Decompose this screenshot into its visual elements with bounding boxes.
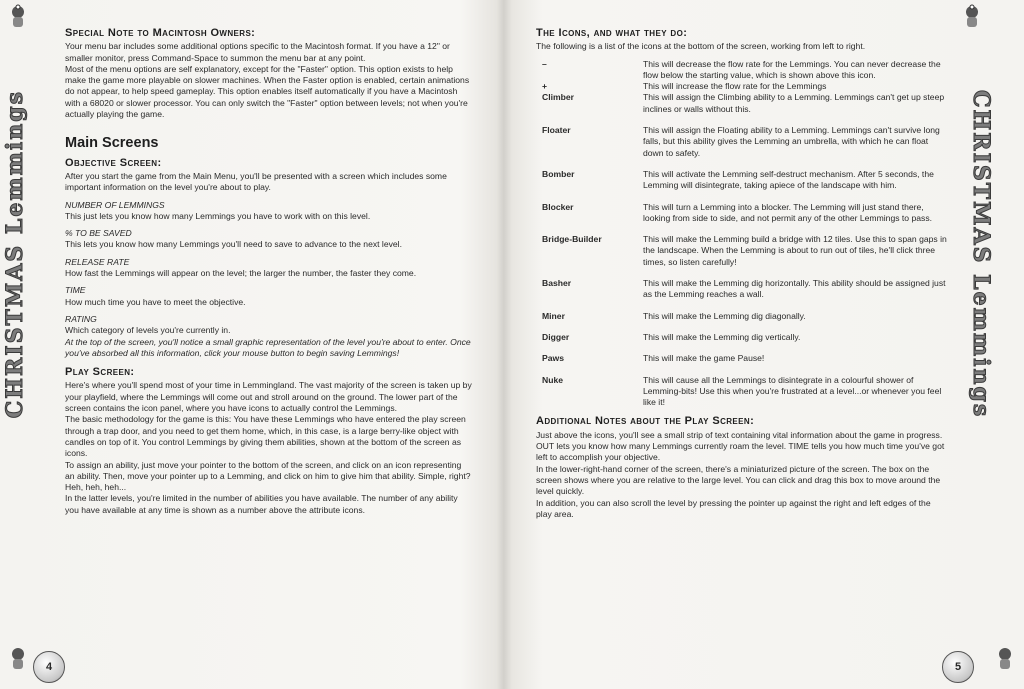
table-row bbox=[536, 125, 948, 169]
icon-description: This will increase the flow rate for the Lemmings bbox=[643, 81, 827, 92]
icon-name: Blocker bbox=[542, 201, 574, 212]
table-row bbox=[536, 59, 948, 82]
term-description: Which category of levels you're currently in. bbox=[65, 325, 231, 336]
icons-table bbox=[536, 59, 948, 409]
right-page bbox=[508, 0, 1024, 689]
special-note-heading: Special Note to Macintosh Owners: bbox=[65, 27, 256, 39]
play-screen-heading: Play Screen: bbox=[65, 366, 135, 379]
term-description: How fast the Lemmings will appear on the level; the larger the number, the faster they come. bbox=[65, 268, 417, 279]
icon-description: This will make the Lemming dig diagonally. bbox=[643, 310, 806, 321]
page-number: 4 bbox=[33, 651, 65, 683]
term-description: This lets you know how many Lemmings you'll need to save to advance to the next level. bbox=[65, 239, 402, 250]
icon-description: This will make the Lemming dig vertically. bbox=[643, 331, 801, 342]
table-row bbox=[536, 81, 948, 92]
paragraph: In addition, you can also scroll the level by pressing the pointer up against the right and left edges of the play area. bbox=[536, 497, 931, 519]
paragraph: To assign an ability, just move your pointer to the bottom of the screen, and click on an icon representing an ability. Then, move your pointer up to a Lemming, and click on him to give him that ability. Simple, right? Heh, heh, heh... bbox=[65, 459, 471, 493]
icon-description: This will make the game Pause! bbox=[643, 353, 765, 364]
table-row bbox=[536, 311, 948, 332]
left-column bbox=[65, 28, 473, 516]
table-row bbox=[536, 92, 948, 125]
paragraph: Just above the icons, you'll see a small strip of text containing vital information about the game in progress. OUT lets you know how many Lemmings currently roam the level. TIME tells you how much time you've got left to accomplish your objective. bbox=[536, 429, 945, 463]
left-page bbox=[0, 0, 500, 689]
icon-name: – bbox=[542, 58, 547, 69]
icon-name: Miner bbox=[542, 310, 565, 321]
paragraph: The basic methodology for the game is this: You have these Lemmings who have entered the play screen through a trap door, and you need to get them home, which, in this case, is a large berry-like object with candles on top of it. You control Lemmings by giving them abilities, shown at the bottom of the screen as icons. bbox=[65, 414, 466, 459]
icons-heading: The Icons, and what they do: bbox=[536, 27, 688, 39]
icon-description: This will activate the Lemming self-destruct mechanism. After 5 seconds, the Lemming will disintegrate, taking apiece of the landscape with him. bbox=[643, 168, 934, 191]
icon-description: This will turn a Lemming into a blocker. The Lemming will just stand there, looking from side to side, and not permit any of the other Lemmings to pass. bbox=[643, 201, 932, 223]
lemming-icon bbox=[960, 4, 984, 30]
term-label: NUMBER OF LEMMINGS bbox=[65, 199, 165, 210]
paragraph: After you start the game from the Main Menu, you'll be presented with a screen which includes some important information on the level you're about to play. bbox=[65, 170, 447, 193]
table-row bbox=[536, 169, 948, 202]
paragraph: Most of the menu options are self explanatory, except for the "Faster" option. This option exists to help make the game more playable on slower machines. When the Faster option is enabled, certain animations do not appear, to help speed gameplay. This option enables itself automatically if you have a Macintosh with a 68020 or slower processor. You can only switch the "Faster" option between levels; not when you're actually playing the game. bbox=[65, 63, 470, 120]
icon-name: Nuke bbox=[542, 374, 564, 385]
table-row bbox=[536, 202, 948, 235]
table-row bbox=[536, 375, 948, 409]
icon-description: This will cause all the Lemmings to disintegrate in a colourful shower of Lemming-bits! Use this when you're frustrated at a level...or whenever you feel like it! bbox=[643, 374, 942, 408]
icon-description: This will assign the Floating ability to a Lemming. Lemmings can't survive long falls, but this ability gives the Lemming an umbrella, with which he can float down to safety. bbox=[643, 125, 940, 158]
icon-description: This will decrease the flow rate for the Lemmings. You can never decrease the flow below the starting value, which is shown above this icon. bbox=[643, 58, 941, 80]
page-number: 5 bbox=[942, 651, 974, 683]
icon-name: Basher bbox=[542, 278, 572, 289]
main-screens-heading: Main Screens bbox=[65, 135, 159, 152]
paragraph: Here's where you'll spend most of your time in Lemmingland. The vast majority of the screen is taken up by your playfield, where the Lemmings will come out and stroll around on the ground. The lower part of the screen contains the icon panel, where you have icons to actually control the Lemmings. bbox=[65, 380, 472, 414]
table-row bbox=[536, 278, 948, 311]
term-label: RELEASE RATE bbox=[65, 256, 130, 267]
icon-name: + bbox=[542, 81, 548, 92]
icon-name: Bridge-Builder bbox=[542, 234, 602, 245]
table-row bbox=[536, 332, 948, 353]
sidebar-logo-text: CHRISTMAS Lemmings bbox=[968, 90, 994, 419]
term-label: TIME bbox=[65, 285, 86, 296]
paragraph: Your menu bar includes some additional options specific to the Macintosh format. If you have a 12" or smaller monitor, press Command-Space to summon the menu bar at any point. bbox=[65, 41, 450, 63]
term-label: % TO BE SAVED bbox=[65, 228, 132, 239]
paragraph: The following is a list of the icons at the bottom of the screen, working from left to right. bbox=[536, 41, 866, 52]
term-description: This just lets you know how many Lemmings you have to work with on this level. bbox=[65, 210, 371, 221]
term-label: RATING bbox=[65, 313, 97, 324]
icon-description: This will assign the Climbing ability to a Lemming. Lemmings can't get up steep inclines or walls without this. bbox=[643, 92, 945, 114]
lemming-icon bbox=[6, 4, 30, 30]
table-row bbox=[536, 234, 948, 278]
icon-description: This will make the Lemming build a bridge with 12 tiles. Use this to span gaps in the landscape. When the Lemming is about to run out of tiles, he'll click three times, so listen carefully! bbox=[643, 234, 947, 267]
objective-note: At the top of the screen, you'll notice a small graphic representation of the level you're about to enter. Once you've absorbed all this information, click your mouse button to begin saving Lemmings! bbox=[65, 336, 471, 358]
additional-notes-heading: Additional Notes about the Play Screen: bbox=[536, 415, 755, 428]
lemming-icon bbox=[6, 646, 30, 672]
icon-name: Paws bbox=[542, 353, 564, 364]
term-description: How much time you have to meet the objective. bbox=[65, 296, 246, 307]
icon-name: Digger bbox=[542, 331, 570, 342]
objective-screen-heading: Objective Screen: bbox=[65, 156, 162, 169]
icon-name: Climber bbox=[542, 92, 574, 103]
icon-description: This will make the Lemming dig horizontally. This ability should be assigned just as the Lemming reaches a wall. bbox=[643, 278, 946, 300]
christmas-lemmings-sidebar-logo bbox=[2, 90, 52, 570]
sidebar-logo-text: CHRISTMAS Lemmings bbox=[2, 90, 28, 419]
table-row bbox=[536, 353, 948, 374]
icon-name: Floater bbox=[542, 125, 571, 136]
paragraph: In the latter levels, you're limited in the number of abilities you have available. The number of any ability you have available at any time is shown as a number above the attribute icons. bbox=[65, 493, 458, 515]
right-column bbox=[536, 28, 948, 520]
icon-name: Bomber bbox=[542, 168, 575, 179]
paragraph: In the lower-right-hand corner of the screen, there's a miniaturized picture of the screen. The box on the screen shows where you are relative to the large level. You can click and drag this box to move around the level quickly. bbox=[536, 463, 941, 497]
lemming-icon bbox=[993, 646, 1017, 672]
christmas-lemmings-sidebar-logo bbox=[968, 90, 1018, 570]
